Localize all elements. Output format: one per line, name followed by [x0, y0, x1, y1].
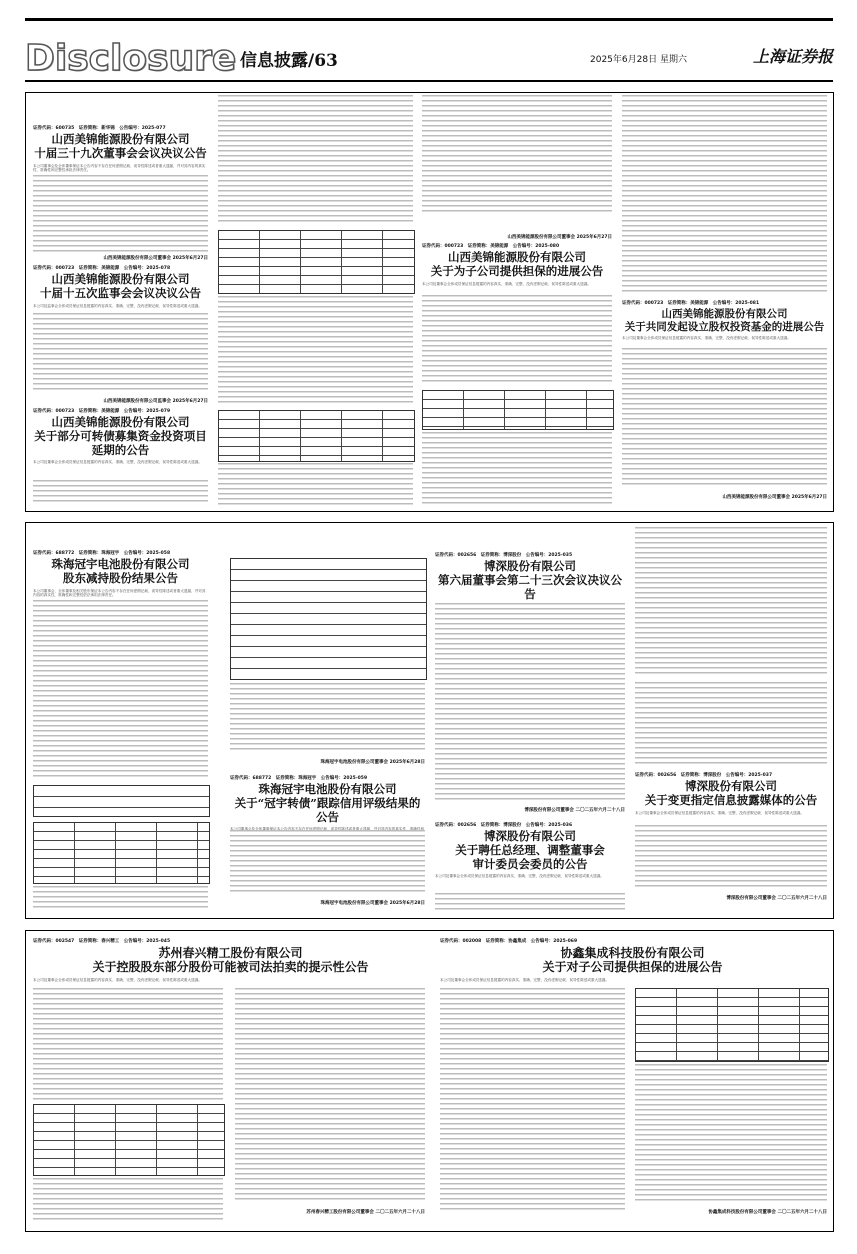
announcement-10 — [33, 938, 428, 982]
announcement-9 — [635, 772, 827, 815]
announcement-1 — [33, 265, 208, 308]
announcement-body-8 — [435, 893, 625, 911]
announcement-note: 本公司及董事会全体成员保证信息披露的内容真实、准确、完整，没有虚假记载、误导性陈述或重大遗漏。 — [440, 977, 609, 982]
announcement-body-2 — [33, 480, 208, 505]
announcement-note: 本公司及董事会全体成员保证信息披露的内容真实、准确、完整，没有虚假记载、误导性陈述或重大遗漏。 — [435, 874, 604, 879]
announcement-signature: 博深股份有限公司董事会 二〇二五年六月二十八日 — [524, 808, 625, 813]
top-rule — [25, 18, 833, 21]
announcement-title: 山西美锦能源股份有限公司 十届三十九次董事会会议决议公告 — [34, 132, 207, 160]
data-table — [218, 410, 415, 462]
masthead — [25, 40, 833, 78]
paper-name: 上海证券报 — [752, 47, 833, 66]
announcement-title: 博深股份有限公司 关于聘任总经理、调整董事会 审计委员会委员的公告 — [455, 829, 605, 871]
announcement-body-9 — [635, 825, 827, 887]
announcement-note: 本公司及董事会全体成员保证信息披露的内容真实、准确、完整，没有虚假记载、误导性陈述或重大遗漏。 — [622, 336, 791, 341]
announcement-signature: 珠海冠宇电池股份有限公司董事会 2025年6月28日 — [320, 901, 425, 906]
announcement-signature: 协鑫集成科技股份有限公司董事会 二〇二五年六月二十八日 — [708, 1210, 827, 1215]
announcement-signature: 山西美锦能源股份有限公司董事会 2025年6月27日 — [507, 235, 612, 240]
continued-text — [218, 463, 413, 505]
announcement-title: 山西美锦能源股份有限公司 关于为子公司提供担保的进展公告 — [430, 250, 604, 278]
announcement-note: 本公司及董事会全体成员保证信息披露的内容真实、准确、完整，没有虚假记载、误导性陈述或重大遗漏。 — [33, 977, 202, 982]
announcement-7 — [435, 552, 625, 609]
announcement-body-3 — [422, 432, 612, 504]
announcement-code: 证券代码：002656 证券简称：博深股份 公告编号：2025-036 — [435, 823, 573, 828]
announcement-body-11 — [440, 988, 625, 1213]
announcement-note: 本公司及董事会全体成员保证信息披露的内容真实、准确、完整，没有虚假记载、误导性陈述或重大遗漏。 — [33, 460, 202, 465]
announcement-3 — [422, 243, 612, 286]
announcement-signature: 博深股份有限公司董事会 二〇二五年六月二十八日 — [726, 896, 827, 901]
data-table — [635, 988, 829, 1062]
data-table — [33, 822, 210, 884]
announcement-note: 本公司董事会、全体董事及相关股东保证本公告内容不存在任何虚假记载、误导性陈述或者重大遗漏，并对其内容的真实性、准确性和完整性依法承担法律责任。 — [33, 588, 206, 598]
announcement-code: 证券代码：000723 证券简称：美锦能源 公告编号：2025-079 — [33, 409, 171, 414]
announcement-note: 本公司及董事会全体成员保证信息披露的内容真实、准确、完整，没有虚假记载、误导性陈述或重大遗漏。 — [422, 281, 591, 286]
continued-text — [635, 527, 827, 677]
announcement-11 — [440, 938, 825, 982]
announcement-body-0 — [33, 175, 208, 253]
announcement-code: 证券代码：000723 证券简称：美锦能源 公告编号：2025-078 — [33, 266, 171, 271]
announcement-body-10 — [235, 988, 425, 1203]
continued-text — [218, 95, 413, 225]
announcement-body-3 — [422, 295, 612, 385]
announcement-title: 珠海冠宇电池股份有限公司 股东减持股份结果公告 — [51, 557, 190, 585]
masthead-rule — [25, 80, 833, 82]
announcement-signature: 珠海冠宇电池股份有限公司董事会 2025年6月28日 — [320, 760, 425, 765]
announcement-body-11 — [635, 1064, 827, 1204]
announcement-body-5 — [33, 886, 208, 911]
continued-text — [422, 95, 612, 215]
data-table — [218, 230, 415, 294]
announcement-code: 证券代码：688772 证券简称：珠海冠宇 公告编号：2025-058 — [33, 551, 171, 556]
announcement-code: 证券代码：000723 证券简称：美锦能源 公告编号：2025-081 — [622, 301, 760, 306]
announcement-title: 珠海冠宇电池股份有限公司 关于“冠宇转债”跟踪信用评级结果的公告 — [234, 782, 421, 824]
announcement-code: 证券代码：002547 证券简称：春兴精工 公告编号：2025-045 — [33, 939, 171, 944]
announcement-title: 山西美锦能源股份有限公司 关于共同发起设立股权投资基金的进展公告 — [624, 308, 825, 333]
continued-text — [218, 296, 413, 406]
announcement-2 — [33, 408, 208, 465]
announcement-body-7 — [435, 603, 625, 803]
data-table — [33, 785, 210, 817]
announcement-note: 本公司及董事会全体成员保证信息披露的内容真实、准确、完整，没有虚假记载、误导性陈述或重大遗漏。 — [635, 810, 804, 815]
data-table — [230, 558, 427, 680]
announcement-code: 证券代码：688772 证券简称：珠海冠宇 公告编号：2025-059 — [230, 776, 368, 781]
issue-date: 2025年6月28日 星期六 — [590, 55, 687, 65]
announcement-title: 博深股份有限公司 第六届董事会第二十三次会议决议公告 — [438, 559, 622, 601]
announcement-8 — [435, 822, 625, 879]
announcement-code: 证券代码：002656 证券简称：博深股份 公告编号：2025-035 — [435, 553, 573, 558]
announcement-title: 协鑫集成科技股份有限公司 关于对子公司提供担保的进展公告 — [542, 946, 723, 975]
announcement-body-10 — [33, 988, 223, 1100]
announcement-title: 山西美锦能源股份有限公司 关于部分可转债募集资金投资项目 延期的公告 — [34, 415, 207, 457]
data-table — [33, 1104, 225, 1176]
continued-text — [622, 95, 827, 295]
announcement-title: 山西美锦能源股份有限公司 十届十五次监事会会议决议公告 — [40, 272, 201, 300]
continued-text — [230, 683, 425, 753]
announcement-signature: 苏州春兴精工股份有限公司董事会 二〇二五年六月二十八日 — [306, 1210, 425, 1215]
announcement-code: 证券代码：600735 证券简称：新华锦 公告编号：2025-077 — [33, 126, 166, 131]
announcement-body-4 — [622, 348, 827, 488]
announcement-signature: 山西美锦能源股份有限公司董事会 2025年6月27日 — [722, 495, 827, 500]
announcement-body-10 — [33, 1178, 223, 1223]
announcement-body-5 — [33, 600, 208, 780]
announcement-code: 证券代码：002008 证券简称：协鑫集成 公告编号：2025-069 — [440, 939, 578, 944]
continued-text — [635, 682, 827, 767]
announcement-note: 本公司及监事会全体成员保证信息披露的内容真实、准确、完整，没有虚假记载、误导性陈述或重大遗漏。 — [33, 303, 202, 308]
data-table — [422, 390, 614, 430]
announcement-4 — [622, 300, 827, 341]
announcement-code: 证券代码：000723 证券简称：美锦能源 公告编号：2025-080 — [422, 244, 560, 249]
announcement-code: 证券代码：002656 证券简称：博深股份 公告编号：2025-037 — [635, 773, 773, 778]
announcement-6 — [230, 775, 425, 837]
announcement-5 — [33, 550, 208, 598]
section-logo: Disclosure — [25, 38, 237, 79]
announcement-signature: 山西美锦能源股份有限公司监事会 2025年6月27日 — [103, 399, 208, 404]
announcement-title: 博深股份有限公司 关于变更指定信息披露媒体的公告 — [644, 779, 818, 807]
announcement-title: 苏州春兴精工股份有限公司 关于控股股东部分股份可能被司法拍卖的提示性公告 — [92, 946, 369, 975]
announcement-body-1 — [33, 313, 208, 393]
section-title: 信息披露/63 — [240, 51, 338, 71]
announcement-signature: 山西美锦能源股份有限公司董事会 2025年6月27日 — [103, 256, 208, 261]
announcement-note: 本公司董事会及全体董事保证本公告内容不存在任何虚假记载、误导性陈述或者重大遗漏，并对其内容的真实性、准确性和完整性承担法律责任。 — [33, 163, 206, 173]
announcement-0 — [33, 125, 208, 173]
announcement-body-6 — [230, 830, 425, 892]
